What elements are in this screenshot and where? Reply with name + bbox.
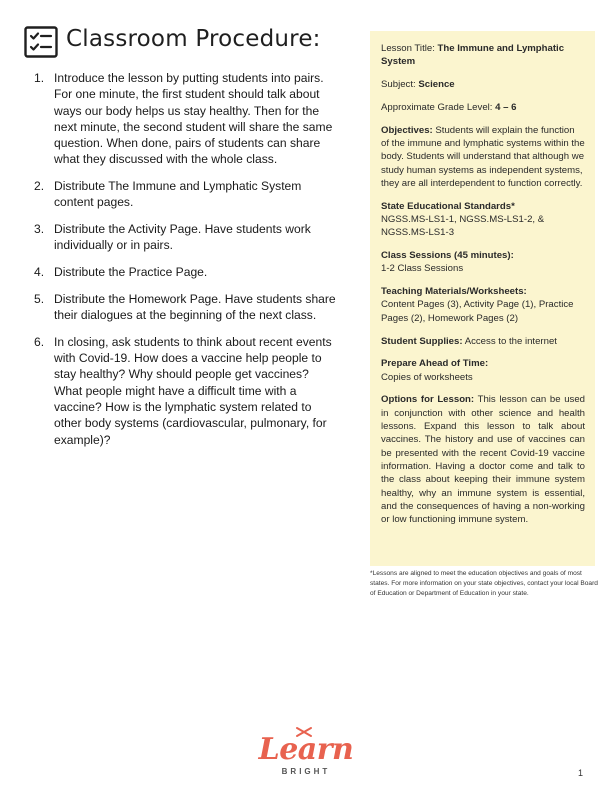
lesson-title-row xyxy=(381,42,585,69)
lesson-title-label: Lesson Title: xyxy=(381,43,435,54)
subject-row xyxy=(381,78,585,91)
standards-label: State Educational Standards* xyxy=(381,200,515,212)
lesson-info-panel xyxy=(370,31,595,566)
supplies-value: Access to the internet xyxy=(464,335,557,347)
list-item xyxy=(34,334,340,448)
prepare-label: Prepare Ahead of Time: xyxy=(381,358,489,370)
logo-subtitle: BRIGHT xyxy=(281,767,331,776)
objectives-label: Objectives: xyxy=(381,124,433,136)
logo-wordmark: Learn xyxy=(258,732,354,767)
supplies-label: Student Supplies: xyxy=(381,335,463,347)
standards-value: NGSS.MS-LS1-1, NGSS.MS-LS1-2, & NGSS.MS-LS1-3 xyxy=(381,213,545,239)
options-label: Options for Lesson: xyxy=(381,394,475,406)
page-title: Classroom Procedure: xyxy=(66,26,321,52)
standards-footnote: *Lessons are aligned to meet the education objectives and goals of most states. For more information on your state objectives, contact your local Board of Education or Department of Education in your state. xyxy=(370,570,598,597)
step-number: 4. xyxy=(34,265,45,280)
step-number: 6. xyxy=(34,334,45,349)
step-number: 5. xyxy=(34,291,45,306)
subject-value: Science xyxy=(418,79,455,91)
list-item xyxy=(34,178,340,211)
step-text: Distribute the Practice Page. xyxy=(54,265,208,280)
materials-row xyxy=(381,285,585,325)
grade-value: 4 – 6 xyxy=(495,101,517,113)
list-item xyxy=(34,221,340,254)
step-text: In closing, ask students to think about recent events with Covid-19. How does a vaccine help people to stay healthy? Why should people get vaccines? What people might have a difficult time with a vaccine? How is the lymphatic system related to other body systems (cardiovascular, pulmonary, for example)? xyxy=(54,334,332,447)
procedure-list xyxy=(34,70,340,458)
sessions-label: Class Sessions (45 minutes): xyxy=(381,250,514,262)
learn-bright-logo xyxy=(251,726,361,780)
materials-value: Content Pages (3), Activity Page (1), Practice Pages (2), Homework Pages (2) xyxy=(381,299,574,324)
objectives-row xyxy=(381,124,585,190)
list-item xyxy=(34,291,340,324)
prepare-row xyxy=(381,357,585,384)
options-row xyxy=(381,393,585,526)
checklist-icon xyxy=(24,26,58,58)
options-value: This lesson can be used in conjunction with other science and health lessons. Expand this lesson to talk about vaccines. The history and use of vaccines can be presented with the recent Covid-19 vaccine information. Having a doctor come and talk to the class about keeping their immune system healthy, why an immune system is essential, and the consequences of having a non-working or low functioning immune system. xyxy=(381,394,585,526)
subject-label: Subject: xyxy=(381,79,416,91)
step-number: 2. xyxy=(34,179,45,194)
page-number: 1 xyxy=(578,768,584,778)
materials-label: Teaching Materials/Worksheets: xyxy=(381,286,527,298)
step-text: Distribute the Homework Page. Have students share their dialogues at the beginning of the next class. xyxy=(54,291,336,323)
objectives-value: Students will explain the function of the immune and lymphatic systems within the body. Students will understand that although we study human systems as independent systems, they are all interdependent to function correctly. xyxy=(381,124,585,189)
step-number: 1. xyxy=(34,71,45,85)
sessions-value: 1-2 Class Sessions xyxy=(381,263,464,275)
lesson-title-value: The Immune and Lymphatic System xyxy=(381,43,565,68)
grade-row xyxy=(381,101,585,114)
prepare-value: Copies of worksheets xyxy=(381,371,473,383)
grade-label: Approximate Grade Level: xyxy=(381,101,493,113)
step-text: Distribute The Immune and Lymphatic System content pages. xyxy=(54,179,302,210)
step-text: Introduce the lesson by putting students into pairs. For one minute, the first student should talk about ways our body helps us stay healthy. Then for the next minute, the second student will share the same question. When done, pairs of students can share what they discussed with the whole class. xyxy=(54,71,333,167)
sessions-row xyxy=(381,249,585,276)
list-item xyxy=(34,264,340,280)
step-text: Distribute the Activity Page. Have students work individually or in pairs. xyxy=(54,222,311,253)
standards-row xyxy=(381,200,585,240)
step-number: 3. xyxy=(34,222,45,237)
list-item xyxy=(34,70,340,168)
supplies-row xyxy=(381,335,585,348)
